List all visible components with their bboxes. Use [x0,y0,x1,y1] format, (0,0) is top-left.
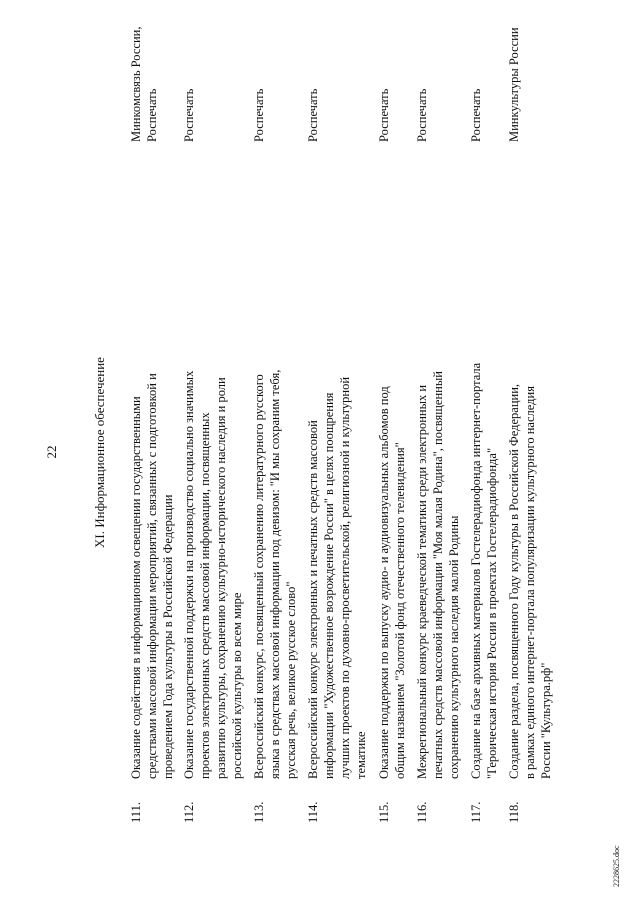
item-responsible: Роспечать [306,88,320,142]
item-description: Всероссийский конкурс электронных и печатных средств массовой информации "Художественное возрождение России" в целях поощрения лучших проектов по духовно-просветительской, религиозной и культурной тематике [306,376,368,779]
item-number: 113. [252,801,266,823]
item-responsible: Роспечать [469,88,483,142]
item-number: 117. [469,801,483,823]
page-number: 22 [44,445,59,459]
item-number: 118. [507,801,521,823]
item-number: 114. [306,801,320,823]
item-responsible: Роспечать [377,88,391,142]
item-responsible: Роспечать [252,88,266,142]
item-description: Всероссийский конкурс, посвященный сохранению литературного русского языка в средствах массовой информации под девизом: "И мы сохраним тебя, русская речь, великое русское слово" [252,369,298,779]
item-description: Межрегиональный конкурс краеведческой тематики среди электронных и печатных средств массовой информации "Моя малая Родина", посвященный сохранению культурного наследия малой Родины [415,371,461,779]
item-description: Создание раздела, посвященного Году культуры в Российской Федерации, в рамках единого интернет-портала популяризации культурного наследия России "Культура.рф" [507,383,553,779]
item-number: 115. [377,801,391,823]
item-responsible: Минкультуры России [507,27,521,142]
document-id: 2228625.doc [612,845,621,887]
item-description: Оказание поддержки по выпуску аудио- и аудиовизуальных альбомов под общим названием "Золотой фонд отечественного телевидения" [377,386,407,779]
item-number: 111. [129,802,143,823]
item-number: 112. [182,801,196,823]
item-description: Оказание государственной поддержки на производство социально значимых проектов электронных средств массовой информации, посвященных развитию культуры, сохранению культурно-исторического наследия и роли российской культуры во всем мире [182,370,244,779]
item-responsible: Минкомсвязь России, Роспечать [129,26,159,142]
item-description: Оказание содействия в информационном освещении государственными средствами массовой информации мероприятий, связанных с подготовкой и проведением Года культуры в Российской Федерации [129,373,175,779]
item-description: Создание на базе архивных материалов Гостелерадиофонда интернет-портала "Героическая история России в проектах Гостелерадиофонда" [469,362,499,779]
item-number: 116. [415,801,429,823]
item-responsible: Роспечать [182,88,196,142]
item-responsible: Роспечать [415,88,429,142]
section-title: XI. Информационное обеспечение [92,357,107,548]
